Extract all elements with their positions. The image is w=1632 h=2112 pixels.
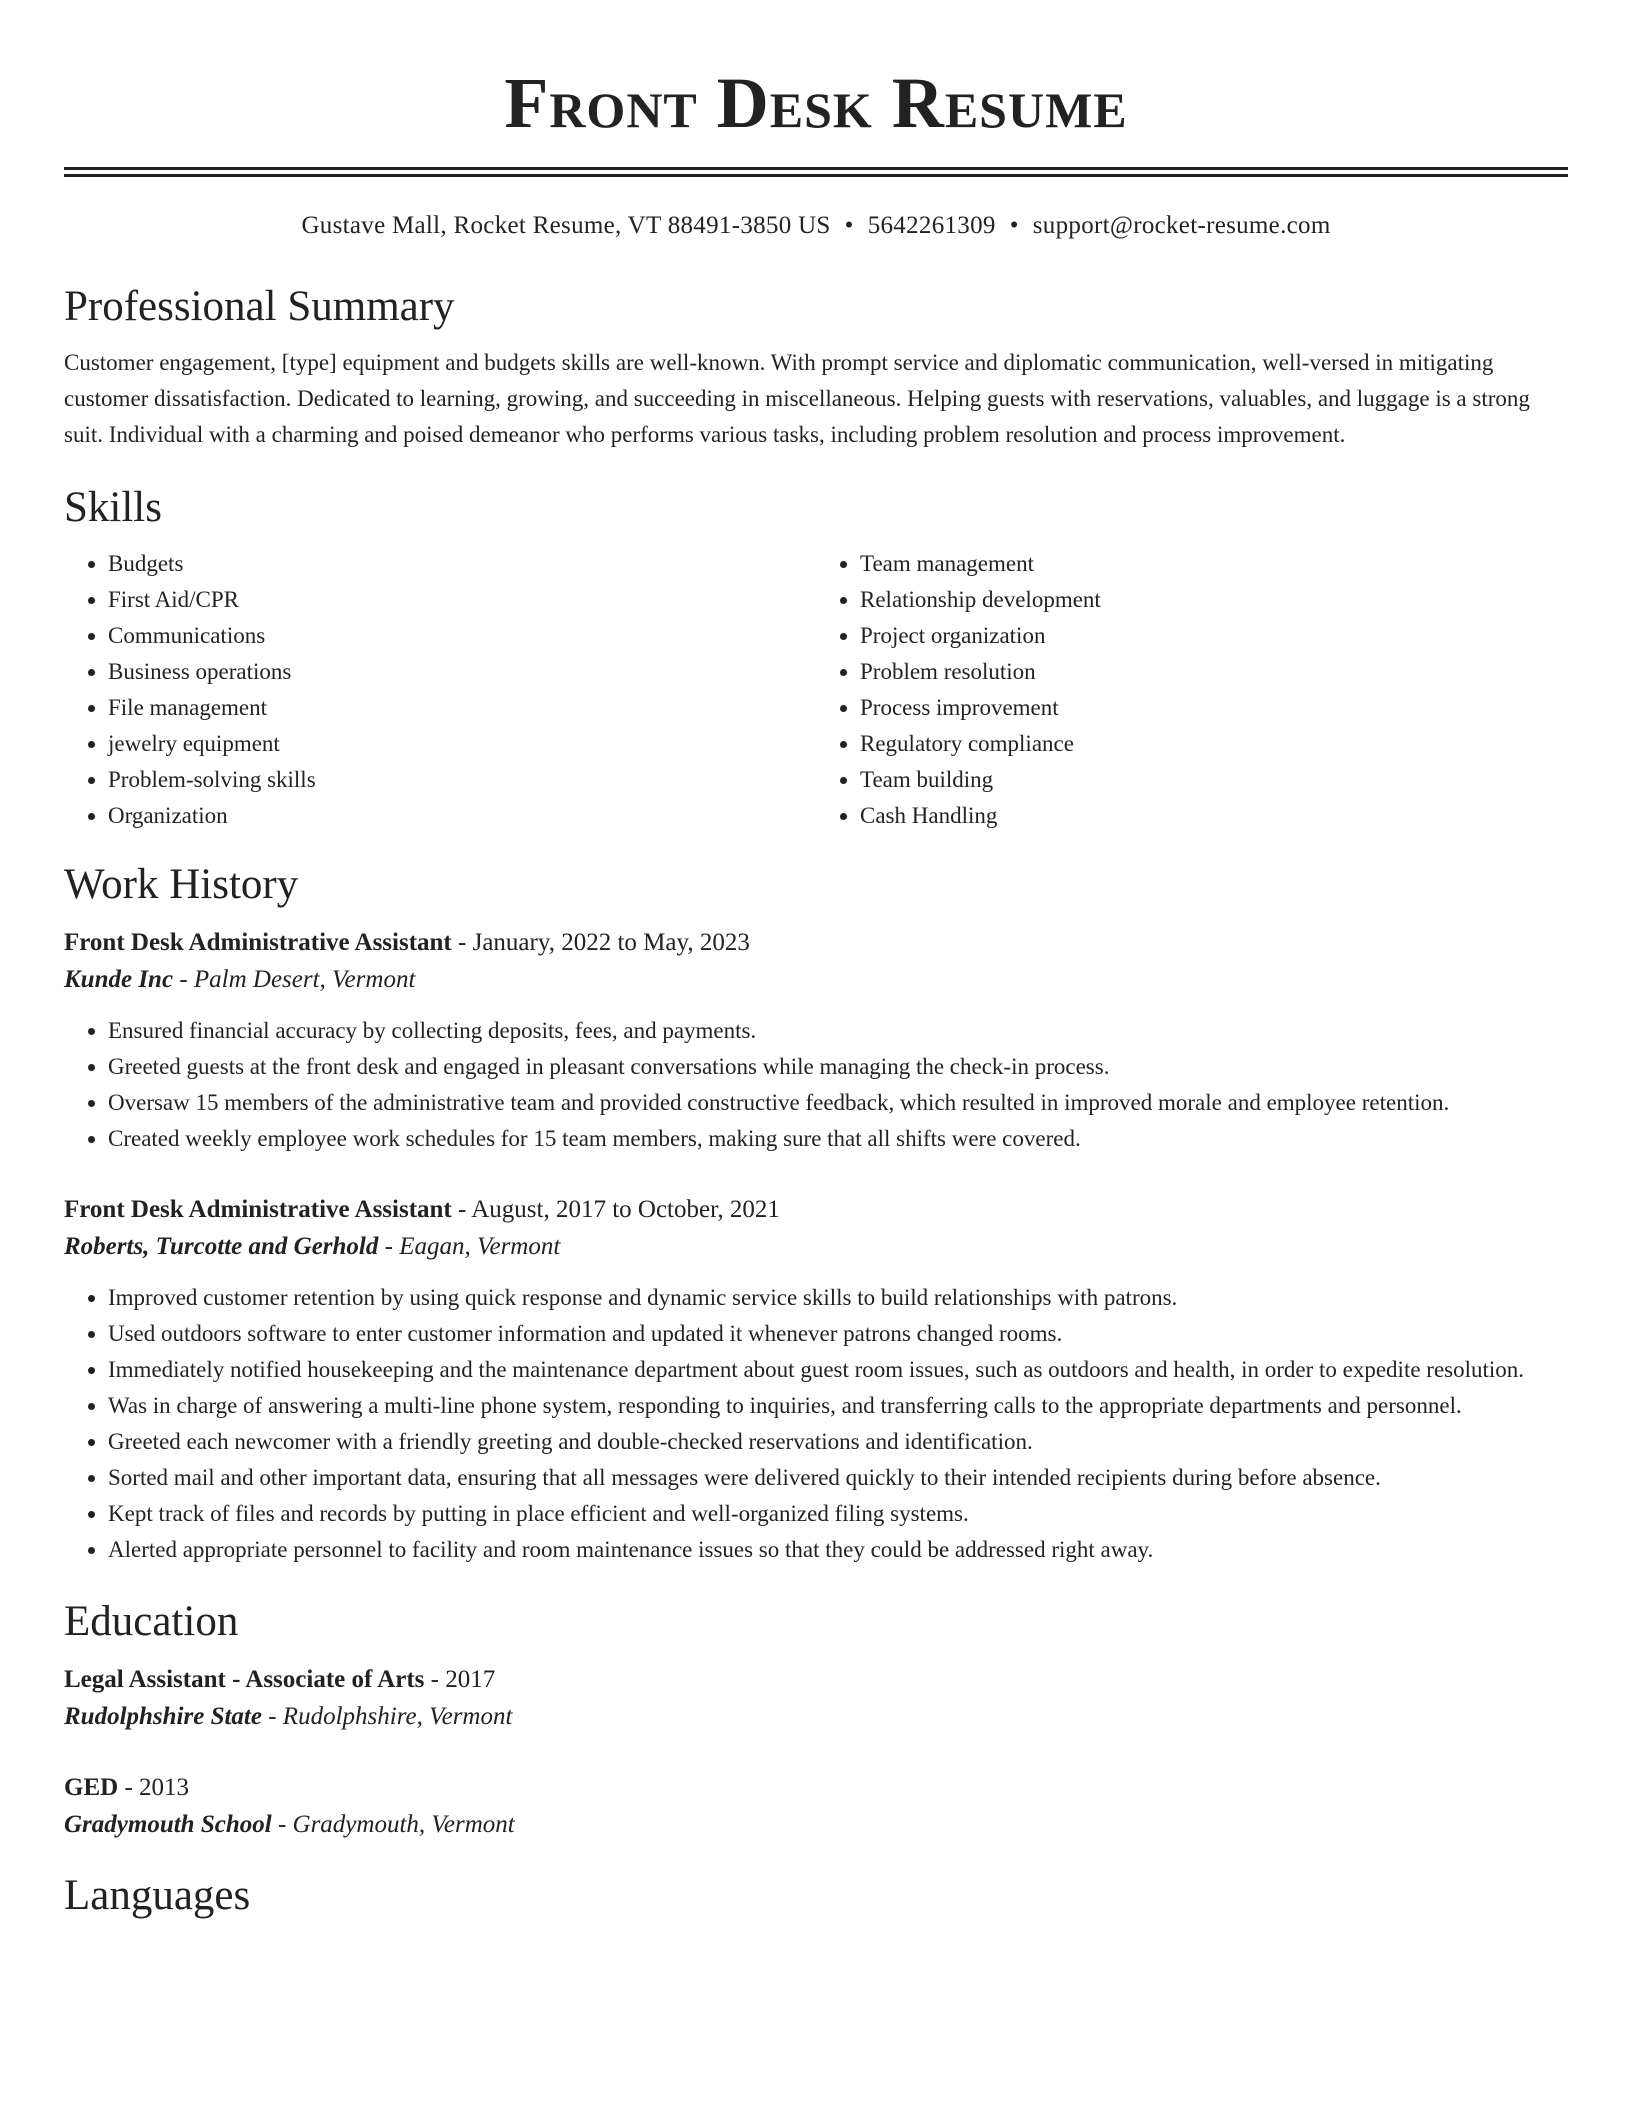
skills-heading: Skills: [64, 484, 162, 531]
skill-item: • Budgets: [108, 546, 816, 582]
job-duties: [64, 1280, 1568, 1568]
duty-item: • Kept track of files and records by putting in place efficient and well-organized filing systems.: [108, 1496, 1568, 1532]
resume-title: Front Desk Resume: [504, 63, 1128, 143]
skill-item: • Process improvement: [860, 690, 1568, 726]
job-duties: [64, 1013, 1568, 1157]
skill-item: • Relationship development: [860, 582, 1568, 618]
title-double-rule: [64, 167, 1568, 177]
duty-item: • Created weekly employee work schedules for 15 team members, making sure that all shifts were covered.: [108, 1121, 1568, 1157]
work-history-heading: Work History: [64, 861, 299, 908]
skill-item: • Regulatory compliance: [860, 726, 1568, 762]
skill-item: • jewelry equipment: [108, 726, 816, 762]
contact-separator: •: [1009, 212, 1019, 239]
resume-page: [64, 0, 1568, 1922]
contact-separator: •: [844, 212, 854, 239]
job-title: Front Desk Administrative Assistant: [64, 1196, 452, 1223]
education-year: - 2013: [118, 1774, 190, 1801]
job-company: Roberts, Turcotte and Gerhold: [64, 1233, 379, 1260]
skill-item: • Cash Handling: [860, 798, 1568, 834]
duty-item: • Oversaw 15 members of the administrative team and provided constructive feedback, which resulted in improved morale and employee retention.: [108, 1085, 1568, 1121]
education-entry: [64, 1662, 1568, 1736]
summary-heading: Professional Summary: [64, 283, 455, 330]
job-location: - Palm Desert, Vermont: [173, 966, 416, 993]
duty-item: • Sorted mail and other important data, ensuring that all messages were delivered quickly to their intended recipients during before absence.: [108, 1460, 1568, 1496]
skill-item: • Business operations: [108, 654, 816, 690]
education-school: Rudolphshire State: [64, 1703, 262, 1730]
education-entry: [64, 1770, 1568, 1844]
skill-item: • Project organization: [860, 618, 1568, 654]
education-heading: Education: [64, 1598, 239, 1645]
job-dates: - August, 2017 to October, 2021: [451, 1196, 780, 1223]
skill-item: • File management: [108, 690, 816, 726]
job-company: Kunde Inc: [64, 966, 174, 993]
contact-email: support@rocket-resume.com: [1032, 212, 1331, 239]
duty-item: • Greeted each newcomer with a friendly greeting and double-checked reservations and identification.: [108, 1424, 1568, 1460]
job-entry: [64, 925, 1568, 1157]
skills-list-left: [64, 546, 816, 834]
duty-item: • Was in charge of answering a multi-line phone system, responding to inquiries, and transferring calls to the appropriate departments and personnel.: [108, 1388, 1568, 1424]
job-dates: - January, 2022 to May, 2023: [451, 929, 750, 956]
skill-item: • Problem resolution: [860, 654, 1568, 690]
summary-text: Customer engagement, [type] equipment and budgets skills are well-known. With prompt service and diplomatic communication, well-versed in mitigating customer dissatisfaction. Dedicated to learning, growing, and succeeding in miscellaneous. Helping guests with reservations, valuables, and luggage is a strong suit. Individual with a charming and poised demeanor who performs various tasks, including problem resolution and process improvement.: [64, 350, 1530, 447]
education-degree: Legal Assistant - Associate of Arts: [64, 1666, 425, 1693]
languages-heading: Languages: [64, 1872, 251, 1919]
duty-item: • Improved customer retention by using quick response and dynamic service skills to build relationships with patrons.: [108, 1280, 1568, 1316]
education-location: - Rudolphshire, Vermont: [261, 1703, 513, 1730]
duty-item: • Used outdoors software to enter customer information and updated it whenever patrons changed rooms.: [108, 1316, 1568, 1352]
education-school: Gradymouth School: [64, 1811, 272, 1838]
duty-item: • Immediately notified housekeeping and the maintenance department about guest room issues, such as outdoors and health, in order to expedite resolution.: [108, 1352, 1568, 1388]
job-entry: [64, 1192, 1568, 1568]
skill-item: • Team management: [860, 546, 1568, 582]
skill-item: • Organization: [108, 798, 816, 834]
duty-item: • Alerted appropriate personnel to facility and room maintenance issues so that they could be addressed right away.: [108, 1532, 1568, 1568]
skills-list-right: [816, 546, 1568, 834]
contact-line: [64, 211, 1568, 241]
job-title: Front Desk Administrative Assistant: [64, 929, 452, 956]
education-degree: GED: [64, 1774, 119, 1801]
contact-phone: 5642261309: [867, 212, 996, 239]
education-year: - 2017: [424, 1666, 496, 1693]
skill-item: • First Aid/CPR: [108, 582, 816, 618]
skill-item: • Team building: [860, 762, 1568, 798]
contact-address: Gustave Mall, Rocket Resume, VT 88491-3850 US: [301, 212, 831, 239]
skill-item: • Problem-solving skills: [108, 762, 816, 798]
job-location: - Eagan, Vermont: [378, 1233, 561, 1260]
education-location: - Gradymouth, Vermont: [271, 1811, 515, 1838]
duty-item: • Ensured financial accuracy by collecting deposits, fees, and payments.: [108, 1013, 1568, 1049]
skill-item: • Communications: [108, 618, 816, 654]
skills-columns: [64, 546, 1568, 834]
duty-item: • Greeted guests at the front desk and engaged in pleasant conversations while managing the check-in process.: [108, 1049, 1568, 1085]
